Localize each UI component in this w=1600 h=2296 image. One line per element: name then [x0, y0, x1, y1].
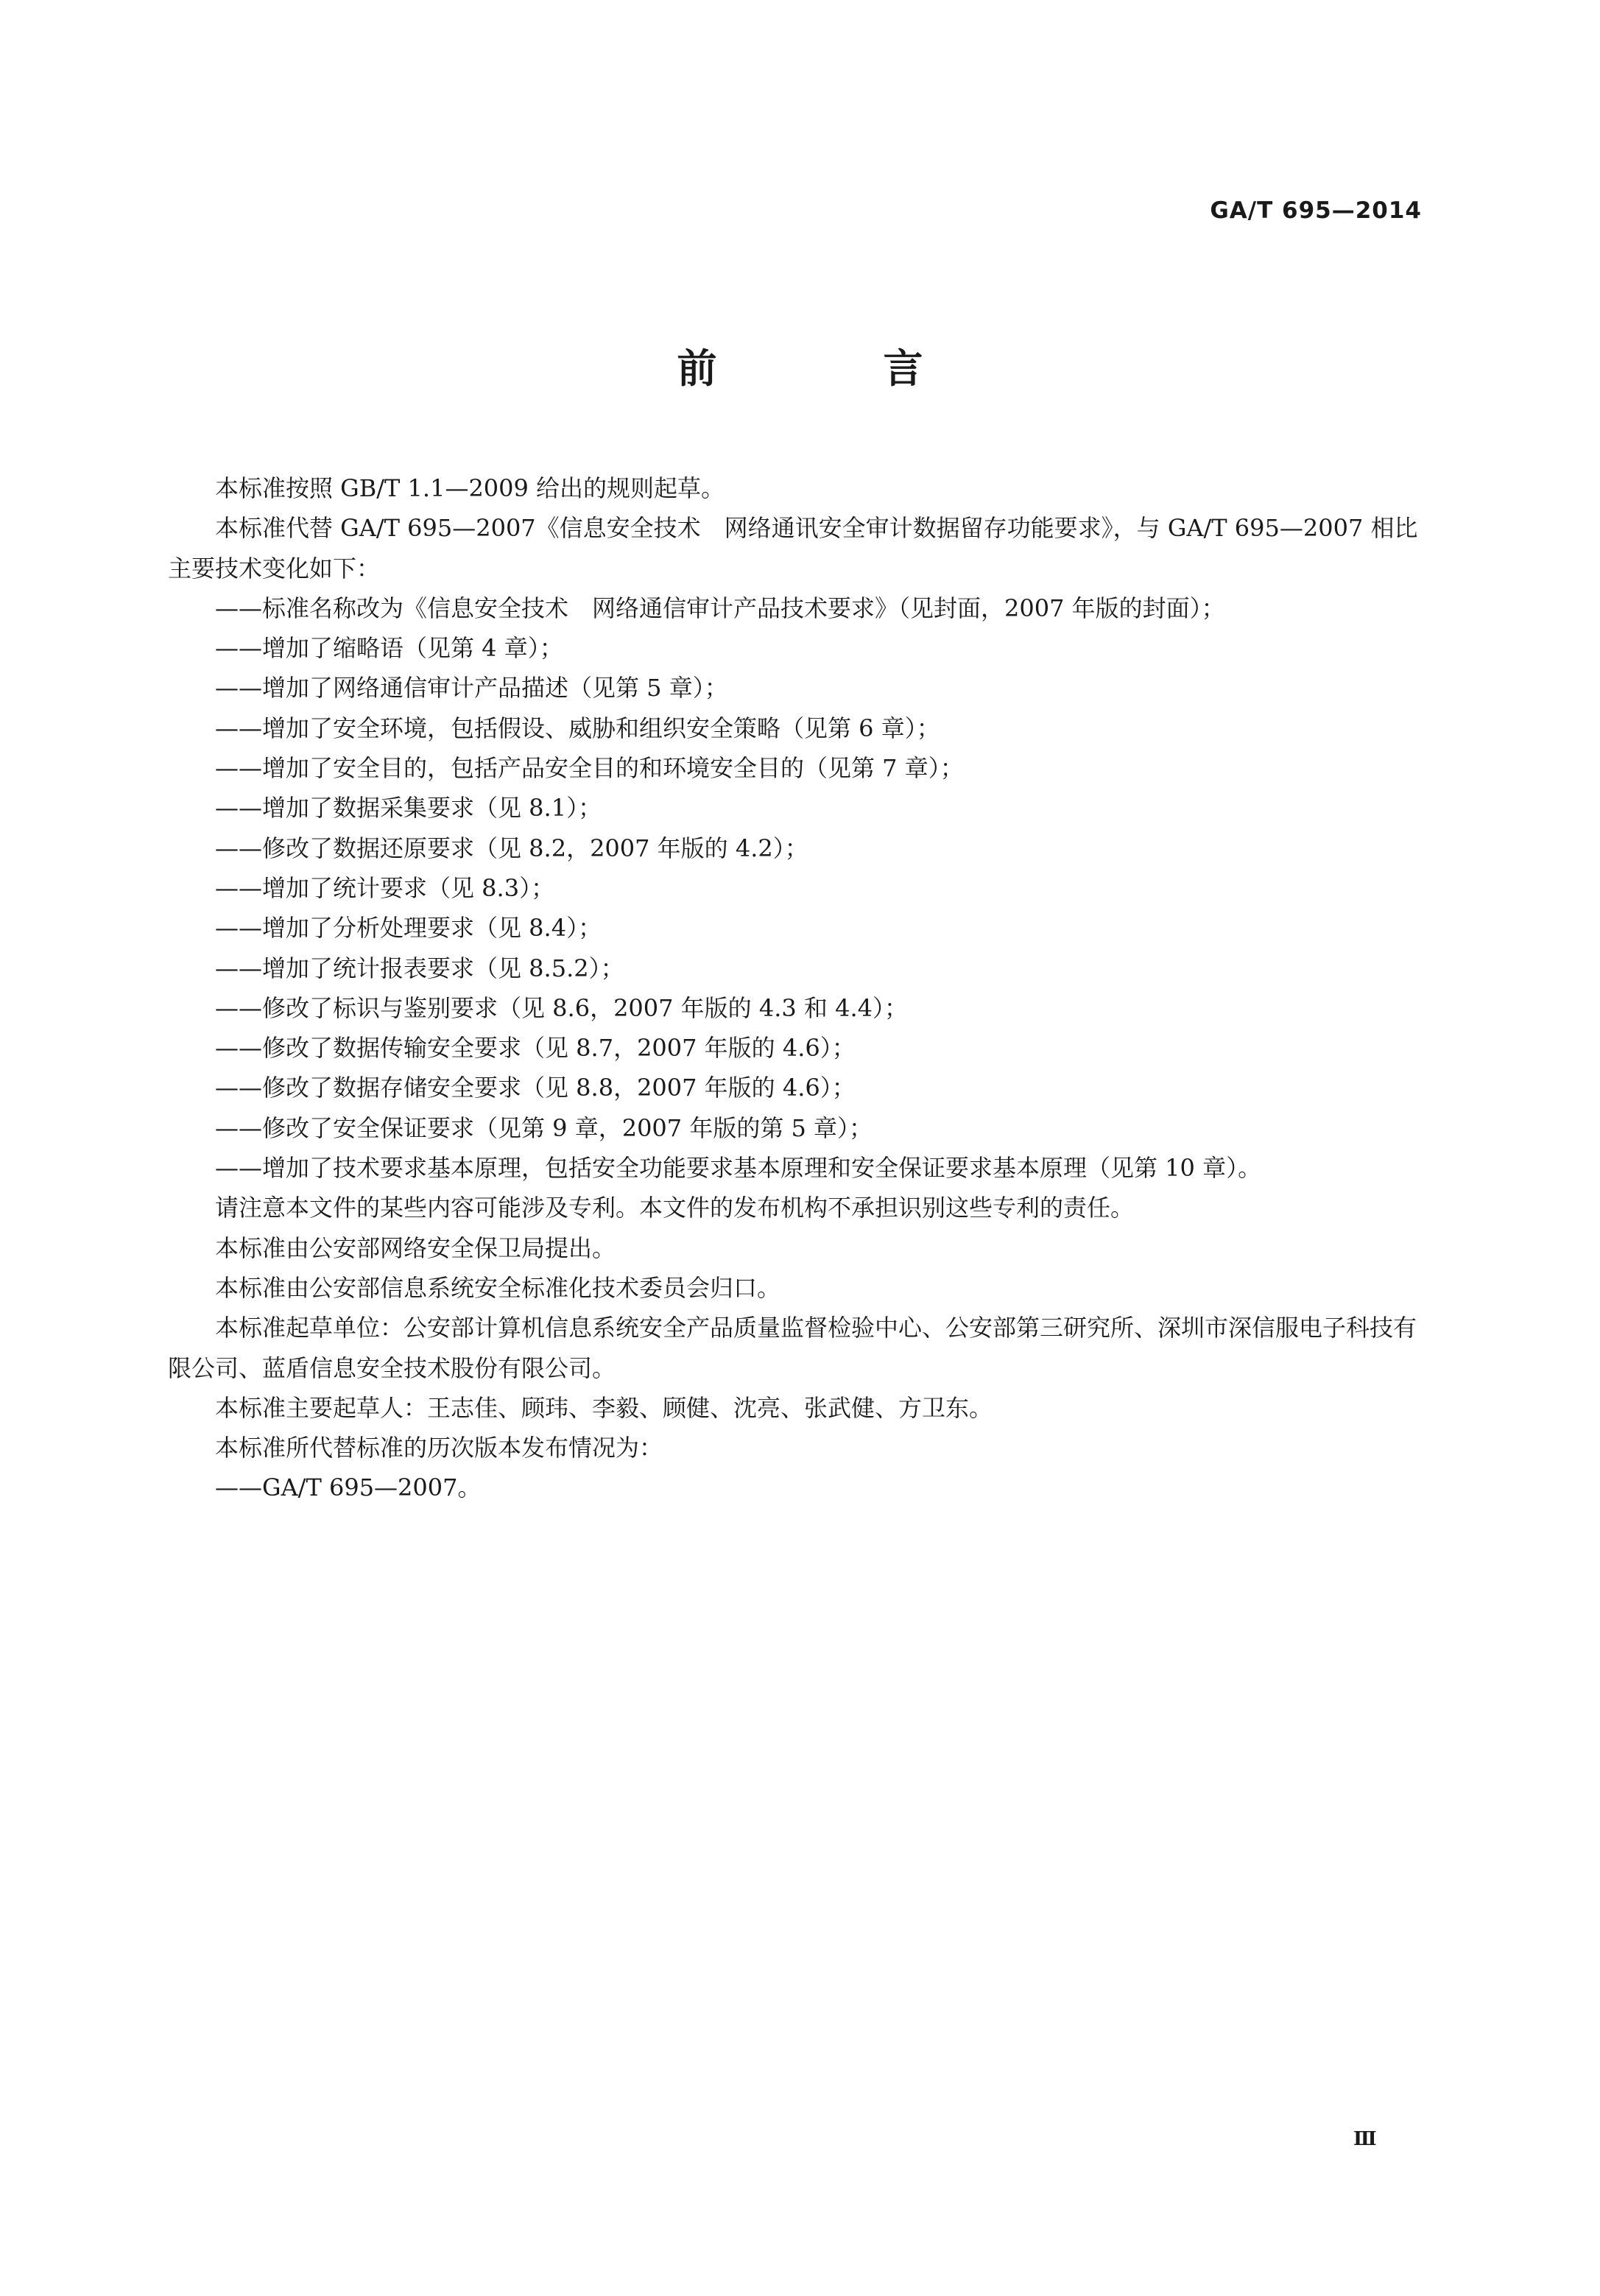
- change-item: ——修改了数据还原要求（见 8.2，2007 年版的 4.2）；: [215, 834, 808, 862]
- change-item: ——标准名称改为《信息安全技术 网络通信审计产品技术要求》（见封面，2007 年版的封面）；: [215, 594, 1225, 622]
- change-item: ——修改了安全保证要求（见第 9 章，2007 年版的第 5 章）；: [215, 1113, 873, 1142]
- change-item: ——增加了网络通信审计产品描述（见第 5 章）；: [215, 674, 728, 702]
- drafting-units: 本标准起草单位：公安部计算机信息系统安全产品质量监督检验中心、公安部第三研究所、深圳市深信服电子科技有限公司、蓝盾信息安全技术股份有限公司。: [168, 1314, 1417, 1382]
- change-item: ——增加了数据采集要求（见 8.1）；: [215, 794, 602, 823]
- standard-code: GA/T 695—2014: [1210, 197, 1422, 224]
- change-item: ——增加了统计报表要求（见 8.5.2）；: [215, 954, 624, 982]
- change-item: ——增加了分析处理要求（见 8.4）；: [215, 914, 602, 943]
- change-item: ——增加了缩略语（见第 4 章）；: [215, 634, 563, 663]
- change-item: ——增加了安全环境，包括假设、威胁和组织安全策略（见第 6 章）；: [215, 714, 940, 742]
- proposer-statement: 本标准由公安部网络安全保卫局提出。: [215, 1233, 616, 1262]
- page-title: 前 言: [677, 345, 987, 392]
- patent-notice: 请注意本文件的某些内容可能涉及专利。本文件的发布机构不承担识别这些专利的责任。: [215, 1194, 1135, 1222]
- change-item: ——修改了数据传输安全要求（见 8.7，2007 年版的 4.6）；: [215, 1034, 856, 1063]
- drafters: 本标准主要起草人：王志佳、顾玮、李毅、顾健、沈亮、张武健、方卫东。: [215, 1393, 993, 1422]
- change-item: ——增加了安全目的，包括产品安全目的和环境安全目的（见第 7 章）；: [215, 754, 964, 783]
- history-heading: 本标准所代替标准的历次版本发布情况为：: [215, 1434, 663, 1462]
- change-item: ——修改了标识与鉴别要求（见 8.6，2007 年版的 4.3 和 4.4）；: [215, 993, 908, 1022]
- page-number: Ⅲ: [1353, 2128, 1377, 2150]
- committee-statement: 本标准由公安部信息系统安全标准化技术委员会归口。: [215, 1273, 781, 1302]
- foreword-body: [168, 468, 1423, 1508]
- intro-paragraph: 本标准代替 GA/T 695—2007《信息安全技术 网络通讯安全审计数据留存功能要求》，与 GA/T 695—2007 相比主要技术变化如下：: [168, 514, 1418, 582]
- history-item: ——GA/T 695—2007。: [215, 1473, 482, 1502]
- change-item: ——增加了技术要求基本原理，包括安全功能要求基本原理和安全保证要求基本原理（见第 10 章）。: [215, 1154, 1262, 1183]
- change-item: ——修改了数据存储安全要求（见 8.8，2007 年版的 4.6）；: [215, 1074, 856, 1102]
- intro-paragraph: 本标准按照 GB/T 1.1—2009 给出的规则起草。: [215, 474, 725, 502]
- change-item: ——增加了统计要求（见 8.3）；: [215, 873, 555, 902]
